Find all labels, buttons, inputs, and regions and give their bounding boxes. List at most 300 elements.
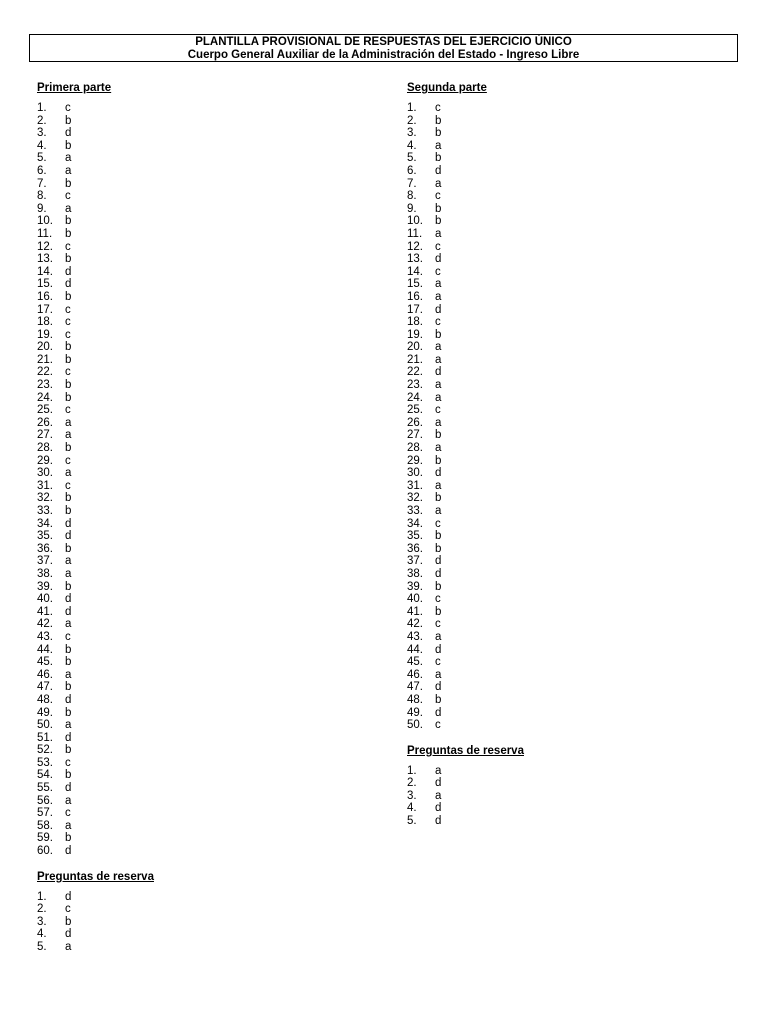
answer-row [37,543,154,556]
answer-letter: c [65,328,71,341]
question-number: 38. [407,567,423,580]
answer-row [407,266,524,279]
answer-letter: d [65,605,72,618]
question-number: 48. [407,693,423,706]
answer-row [37,241,154,254]
answer-row [37,115,154,128]
answer-row [37,253,154,266]
question-number: 7. [407,177,417,190]
question-number: 28. [407,442,423,455]
question-number: 19. [407,328,423,341]
question-number: 15. [407,278,423,291]
answer-row [407,790,524,803]
answer-row [407,644,524,657]
answer-letter: b [65,177,72,190]
answer-row [407,291,524,304]
question-number: 55. [37,782,53,795]
answer-letter: b [65,542,72,555]
question-number: 5. [37,152,47,165]
answer-row [407,530,524,543]
question-number: 2. [407,114,417,127]
answer-letter: a [65,164,72,177]
question-number: 25. [407,404,423,417]
answer-letter: a [435,177,442,190]
answer-row [407,455,524,468]
header-title: PLANTILLA PROVISIONAL DE RESPUESTAS DEL EJERCICIO ÚNICO [195,36,572,48]
answer-row [407,467,524,480]
answer-letter: b [65,114,72,127]
question-number: 2. [37,903,47,916]
answer-letter: b [435,580,442,593]
answer-row [37,719,154,732]
answer-row [37,203,154,216]
answer-letter: c [65,102,71,114]
answer-letter: b [65,706,72,719]
question-number: 4. [37,928,47,941]
answer-letter: b [65,391,72,404]
answer-letter: c [435,618,441,631]
answer-row [407,429,524,442]
question-number: 13. [407,253,423,266]
answer-row [407,228,524,241]
answer-row [407,278,524,291]
answer-row [407,115,524,128]
answer-letter: b [65,681,72,694]
answer-row [37,316,154,329]
answer-letter: a [65,794,72,807]
question-number: 44. [407,643,423,656]
answer-row [407,165,524,178]
question-number: 26. [407,416,423,429]
question-number: 33. [407,505,423,517]
answer-row [407,329,524,342]
answer-letter: d [435,567,442,580]
answer-row [37,127,154,140]
question-number: 39. [37,580,53,593]
answer-letter: c [435,404,441,417]
question-number: 24. [407,391,423,404]
answer-row [407,777,524,790]
question-number: 16. [407,290,423,303]
question-number: 43. [407,630,423,643]
answer-letter: c [435,190,441,203]
question-number: 52. [37,744,53,757]
answer-letter: b [65,353,72,366]
answer-letter: d [65,517,72,530]
answer-letter: a [435,764,442,777]
question-number: 32. [407,492,423,505]
question-number: 4. [407,802,417,815]
question-number: 34. [37,517,53,530]
answer-row [37,228,154,241]
answer-row [37,631,154,644]
answer-row [37,329,154,342]
segunda-parte-answer-list [407,102,524,732]
answer-row [37,215,154,228]
question-number: 11. [37,227,53,240]
answer-letter: b [435,492,442,505]
answer-row [37,304,154,317]
question-number: 12. [407,240,423,253]
answer-row [37,581,154,594]
answer-letter: a [65,941,72,953]
answer-letter: d [65,928,72,941]
answer-row [37,152,154,165]
answer-row [407,606,524,619]
answer-letter: b [65,580,72,593]
answer-row [407,681,524,694]
answer-letter: a [435,442,442,455]
answer-letter: a [65,719,72,732]
answer-row [37,278,154,291]
primera-reserva-title: Preguntas de reserva [37,870,154,883]
question-number: 20. [37,341,53,354]
answer-letter: b [435,429,442,442]
answer-letter: a [435,416,442,429]
segunda-reserva-answer-list [407,765,524,828]
answer-row [407,152,524,165]
answer-letter: d [65,693,72,706]
question-number: 50. [407,719,423,732]
answer-row [37,707,154,720]
answer-row [37,366,154,379]
answer-letter: a [435,668,442,681]
question-number: 40. [407,593,423,606]
answer-letter: b [435,202,442,215]
answer-row [37,480,154,493]
question-number: 4. [37,139,47,152]
answer-letter: d [435,555,442,568]
answer-letter: b [65,915,72,928]
question-number: 17. [407,303,423,316]
answer-row [37,644,154,657]
answer-row [37,916,154,929]
answer-letter: d [65,278,72,291]
question-number: 60. [37,845,53,858]
answer-letter: b [435,152,442,165]
question-number: 26. [37,416,53,429]
question-number: 14. [37,265,53,278]
answer-row [407,568,524,581]
answer-letter: a [435,227,442,240]
answer-letter: c [65,303,71,316]
document-header [29,34,738,62]
answer-letter: b [435,215,442,228]
question-number: 51. [37,731,53,744]
answer-row [407,140,524,153]
answer-letter: b [65,442,72,455]
answer-letter: d [435,164,442,177]
question-number: 29. [37,454,53,467]
answer-letter: d [435,706,442,719]
answer-letter: c [65,316,71,329]
question-number: 25. [37,404,53,417]
question-number: 27. [37,429,53,442]
answer-row [37,518,154,531]
question-number: 47. [407,681,423,694]
answer-letter: d [435,681,442,694]
answer-row [407,354,524,367]
primera-parte-column [37,82,154,954]
answer-row [407,765,524,778]
answer-letter: b [435,693,442,706]
answer-letter: b [65,492,72,505]
question-number: 59. [37,832,53,845]
answer-letter: d [435,253,442,266]
question-number: 31. [37,479,53,492]
segunda-parte-column [407,82,524,828]
answer-row [407,593,524,606]
question-number: 56. [37,794,53,807]
question-number: 53. [37,756,53,769]
answer-letter: c [65,479,71,492]
answer-row [407,543,524,556]
answer-letter: b [65,656,72,669]
question-number: 31. [407,479,423,492]
question-number: 35. [37,530,53,543]
question-number: 3. [37,915,47,928]
answer-row [37,732,154,745]
answer-row [407,190,524,203]
answer-row [37,669,154,682]
answer-row [37,807,154,820]
answer-row [407,341,524,354]
question-number: 32. [37,492,53,505]
answer-row [407,492,524,505]
question-number: 35. [407,530,423,543]
answer-row [37,291,154,304]
question-number: 28. [37,442,53,455]
question-number: 6. [37,164,47,177]
question-number: 38. [37,567,53,580]
question-number: 29. [407,454,423,467]
answer-letter: d [65,127,72,140]
answer-letter: c [65,903,71,916]
question-number: 11. [407,227,423,240]
answer-letter: d [435,815,442,828]
answer-letter: b [435,328,442,341]
answer-row [407,669,524,682]
answer-row [407,719,524,732]
question-number: 8. [407,190,417,203]
answer-letter: c [65,404,71,417]
answer-letter: c [435,240,441,253]
question-number: 4. [407,139,417,152]
answer-letter: c [435,656,441,669]
question-number: 18. [407,316,423,329]
question-number: 39. [407,580,423,593]
answer-letter: a [65,668,72,681]
answer-row [407,581,524,594]
answer-row [37,795,154,808]
answer-letter: c [435,719,441,732]
answer-row [407,366,524,379]
question-number: 14. [407,265,423,278]
answer-letter: a [435,290,442,303]
answer-row [407,316,524,329]
answer-letter: d [435,467,442,480]
question-number: 49. [37,706,53,719]
answer-row [407,127,524,140]
answer-row [37,429,154,442]
question-number: 46. [407,668,423,681]
answer-row [407,392,524,405]
question-number: 44. [37,643,53,656]
question-number: 34. [407,517,423,530]
question-number: 5. [37,941,47,953]
answer-row [37,782,154,795]
answer-letter: a [435,353,442,366]
answer-row [37,769,154,782]
answer-letter: c [435,316,441,329]
answer-row [37,190,154,203]
answer-letter: d [65,265,72,278]
answer-row [37,266,154,279]
question-number: 47. [37,681,53,694]
question-number: 37. [37,555,53,568]
answer-letter: b [65,253,72,266]
answer-letter: a [65,429,72,442]
answer-letter: b [65,744,72,757]
answer-letter: b [65,227,72,240]
answer-letter: d [65,782,72,795]
answer-row [407,518,524,531]
answer-row [407,802,524,815]
answer-row [37,903,154,916]
answer-letter: c [435,593,441,606]
question-number: 1. [407,102,417,114]
answer-letter: a [65,467,72,480]
question-number: 27. [407,429,423,442]
answer-row [37,656,154,669]
answer-letter: a [65,152,72,165]
question-number: 7. [37,177,47,190]
answer-row [407,178,524,191]
primera-reserva-answer-list [37,891,154,954]
question-number: 2. [37,114,47,127]
answer-letter: b [65,505,72,517]
answer-row [37,606,154,619]
answer-row [37,593,154,606]
question-number: 40. [37,593,53,606]
answer-letter: b [65,139,72,152]
answer-letter: c [65,240,71,253]
question-number: 19. [37,328,53,341]
answer-row [37,941,154,954]
answer-row [407,631,524,644]
question-number: 57. [37,807,53,820]
question-number: 1. [407,764,417,777]
answer-letter: b [435,530,442,543]
answer-letter: b [65,379,72,392]
answer-row [37,681,154,694]
answer-row [407,815,524,828]
answer-letter: b [65,643,72,656]
question-number: 42. [37,618,53,631]
answer-row [407,694,524,707]
answer-letter: a [435,379,442,392]
question-number: 41. [37,605,53,618]
question-number: 37. [407,555,423,568]
question-number: 20. [407,341,423,354]
answer-letter: b [435,114,442,127]
answer-letter: a [65,416,72,429]
question-number: 36. [37,542,53,555]
answer-letter: b [435,127,442,140]
question-number: 5. [407,815,417,828]
question-number: 10. [37,215,53,228]
answer-letter: a [435,139,442,152]
segunda-parte-title: Segunda parte [407,82,487,94]
answer-letter: c [435,517,441,530]
answer-row [37,178,154,191]
question-number: 18. [37,316,53,329]
answer-letter: d [435,777,442,790]
question-number: 8. [37,190,47,203]
answer-row [407,404,524,417]
answer-letter: d [435,643,442,656]
answer-letter: b [65,215,72,228]
question-number: 3. [407,127,417,140]
segunda-reserva-title: Preguntas de reserva [407,744,524,757]
answer-row [37,417,154,430]
answer-row [407,215,524,228]
answer-row [37,820,154,833]
answer-row [407,656,524,669]
answer-row [407,555,524,568]
answer-letter: c [65,756,71,769]
question-number: 54. [37,769,53,782]
answer-row [407,241,524,254]
answer-letter: a [65,567,72,580]
answer-row [37,341,154,354]
question-number: 24. [37,391,53,404]
question-number: 50. [37,719,53,732]
answer-row [37,354,154,367]
answer-letter: b [435,542,442,555]
primera-parte-answer-list [37,102,154,858]
answer-letter: c [65,454,71,467]
answer-letter: a [435,789,442,802]
answer-row [37,467,154,480]
question-number: 30. [407,467,423,480]
answer-letter: c [65,807,71,820]
answer-letter: d [65,845,72,858]
answer-row [407,707,524,720]
answer-letter: a [435,391,442,404]
question-number: 30. [37,467,53,480]
answer-row [37,530,154,543]
answer-row [407,253,524,266]
answer-letter: c [65,366,71,379]
question-number: 36. [407,542,423,555]
answer-letter: b [65,832,72,845]
question-number: 21. [407,353,423,366]
question-number: 23. [407,379,423,392]
question-number: 45. [407,656,423,669]
answer-letter: c [435,265,441,278]
question-number: 58. [37,819,53,832]
answer-row [37,505,154,518]
question-number: 49. [407,706,423,719]
answer-row [37,928,154,941]
answer-row [37,165,154,178]
answer-letter: b [65,290,72,303]
question-number: 15. [37,278,53,291]
answer-letter: d [435,366,442,379]
answer-letter: b [65,769,72,782]
answer-row [37,891,154,904]
